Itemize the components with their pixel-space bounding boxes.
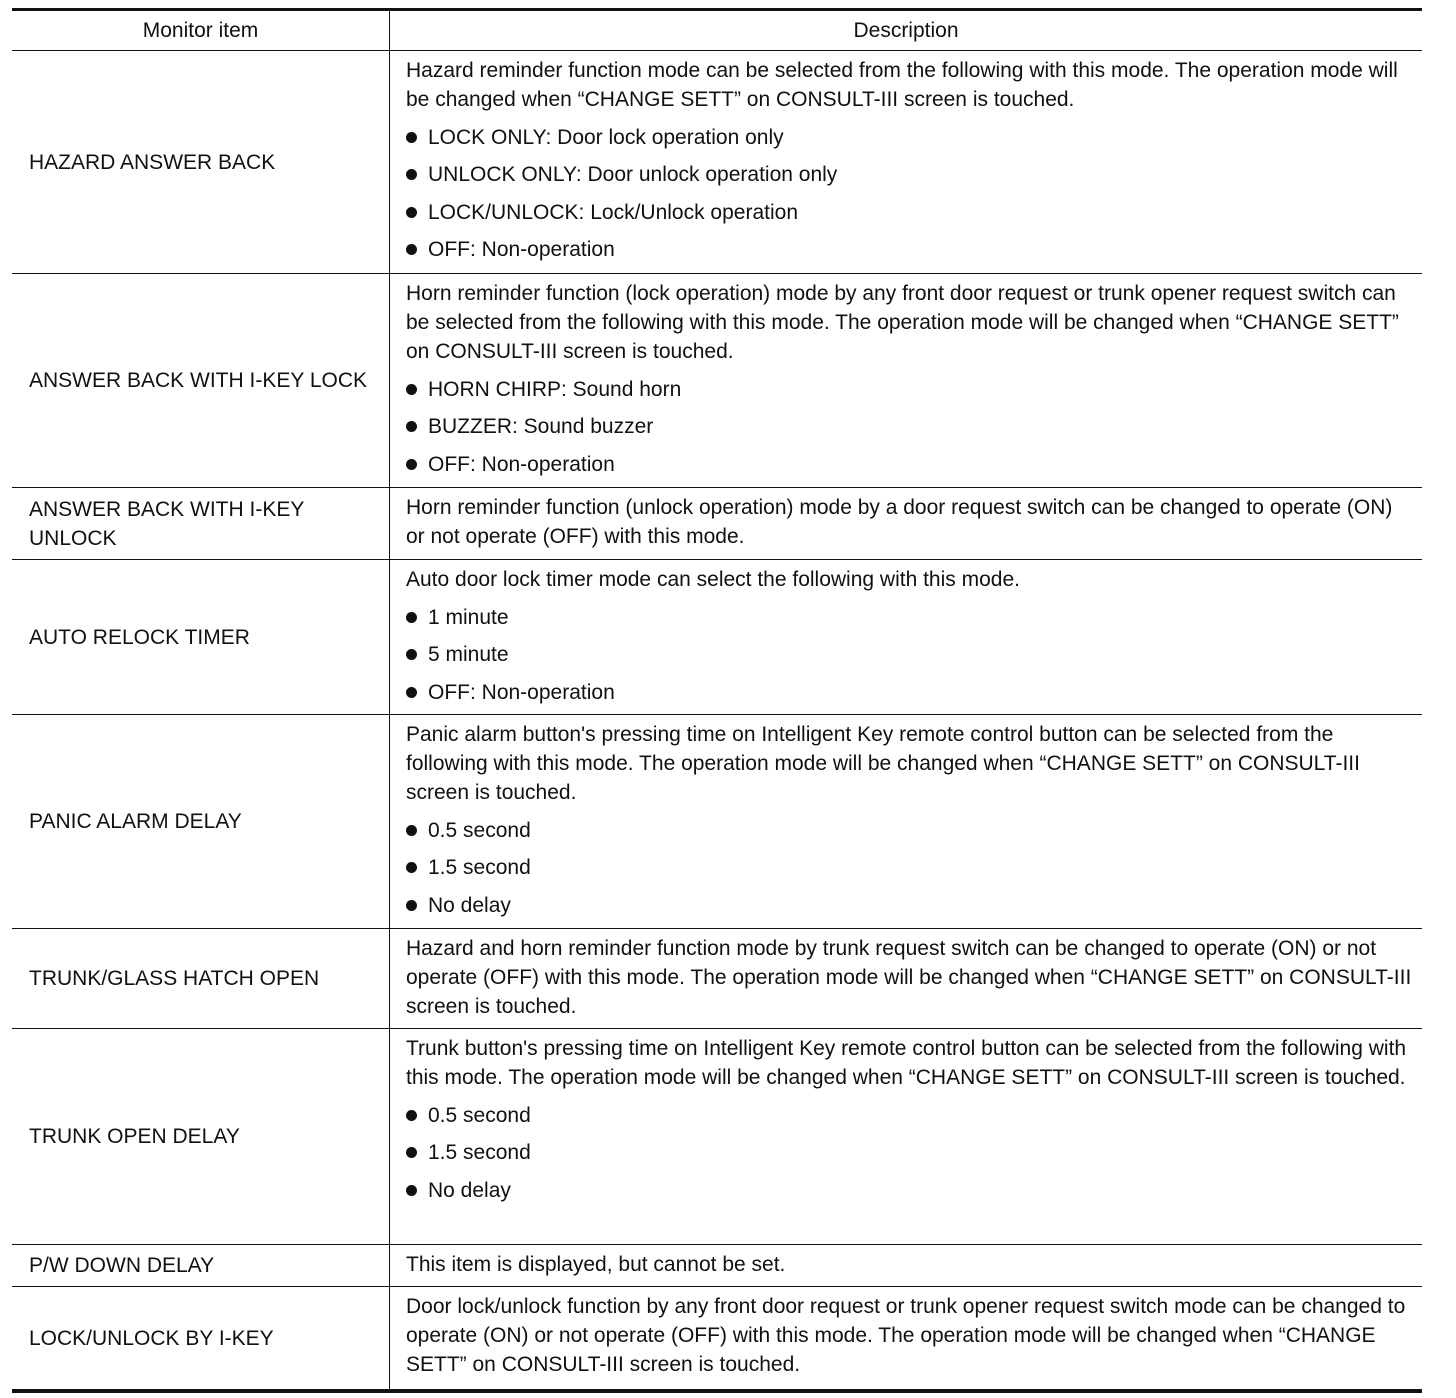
monitor-item-cell: P/W DOWN DELAY <box>12 1245 390 1286</box>
option-list <box>406 375 1416 479</box>
monitor-item-cell: HAZARD ANSWER BACK <box>12 51 390 273</box>
option-text: UNLOCK ONLY: Door unlock operation only <box>428 163 838 186</box>
option-item <box>406 412 1416 441</box>
description-text: Panic alarm button's pressing time on Intelligent Key remote control button can be selected from the following with this mode. The operation mode will be changed when “CHANGE SETT” on CONSULT-III screen is touched. <box>406 723 1360 804</box>
table-row <box>12 715 1422 929</box>
option-list <box>406 1101 1416 1205</box>
monitor-table <box>12 8 1422 1393</box>
bottom-rule <box>12 1389 1422 1393</box>
option-item <box>406 123 1416 152</box>
option-text: No delay <box>428 893 511 917</box>
option-text: BUZZER: Sound buzzer <box>428 415 654 438</box>
option-item <box>406 640 1416 669</box>
bullet-icon <box>406 132 417 143</box>
description-cell <box>390 1287 1422 1389</box>
option-item <box>406 375 1416 404</box>
option-text: 1.5 second <box>428 856 531 879</box>
option-text: 1.5 second <box>428 1141 531 1164</box>
description-cell <box>390 1029 1422 1244</box>
table-row <box>12 51 1422 274</box>
description-text: Auto door lock timer mode can select the following with this mode. <box>406 568 1020 591</box>
description-text: Trunk button's pressing time on Intelligent Key remote control button can be selected from the following with this mode. The operation mode will be changed when “CHANGE SETT” on CONSULT-III screen is touched. <box>406 1037 1407 1089</box>
bullet-icon <box>406 649 417 660</box>
bullet-icon <box>406 900 417 911</box>
option-text: 0.5 second <box>428 1103 531 1127</box>
option-item <box>406 1176 1416 1205</box>
bullet-icon <box>406 1110 417 1121</box>
option-item <box>406 160 1416 189</box>
bullet-icon <box>406 169 417 180</box>
option-item <box>406 450 1416 479</box>
description-cell <box>390 929 1422 1028</box>
table-row <box>12 929 1422 1029</box>
option-text: No delay <box>428 1178 511 1202</box>
monitor-item-cell: AUTO RELOCK TIMER <box>12 560 390 714</box>
table-row <box>12 1245 1422 1287</box>
option-item <box>406 1101 1416 1130</box>
bullet-icon <box>406 825 417 836</box>
bullet-icon <box>406 244 417 255</box>
header-monitor-item: Monitor item <box>12 11 390 50</box>
option-text: OFF: Non-operation <box>428 238 615 261</box>
bullet-icon <box>406 207 417 218</box>
table-row <box>12 1287 1422 1389</box>
table-header <box>12 11 1422 51</box>
description-cell <box>390 1245 1422 1286</box>
option-text: LOCK ONLY: Door lock operation only <box>428 125 784 149</box>
option-text: OFF: Non-operation <box>428 452 615 476</box>
option-item <box>406 678 1416 707</box>
bullet-icon <box>406 1147 417 1158</box>
option-list <box>406 816 1416 920</box>
monitor-item-cell: TRUNK/GLASS HATCH OPEN <box>12 929 390 1028</box>
description-cell <box>390 715 1422 928</box>
description-cell <box>390 274 1422 487</box>
header-description: Description <box>853 19 959 42</box>
monitor-item-cell: LOCK/UNLOCK BY I-KEY <box>12 1287 390 1389</box>
option-item <box>406 816 1416 845</box>
option-text: OFF: Non-operation <box>428 680 615 704</box>
table-row <box>12 1029 1422 1245</box>
description-text: Door lock/unlock function by any front door request or trunk opener request switch mode can be changed to operate (ON) or not operate (OFF) with this mode. The operation mode will be changed when “CHANGE SETT” on CONSULT-III screen is touched. <box>406 1295 1406 1376</box>
option-text: 1 minute <box>428 605 509 629</box>
option-text: LOCK/UNLOCK: Lock/Unlock operation <box>428 200 798 224</box>
option-item <box>406 235 1416 264</box>
monitor-item-cell: PANIC ALARM DELAY <box>12 715 390 928</box>
table-row <box>12 274 1422 488</box>
option-list <box>406 123 1416 265</box>
description-cell <box>390 51 1422 273</box>
option-text: HORN CHIRP: Sound horn <box>428 377 682 401</box>
bullet-icon <box>406 687 417 698</box>
option-text: 0.5 second <box>428 818 531 842</box>
bullet-icon <box>406 1185 417 1196</box>
description-cell <box>390 560 1422 714</box>
bullet-icon <box>406 862 417 873</box>
option-item <box>406 198 1416 227</box>
option-item <box>406 1138 1416 1167</box>
description-text: Horn reminder function (unlock operation) mode by a door request switch can be changed to operate (ON) or not operate (OFF) with this mode. <box>406 496 1393 548</box>
option-item <box>406 603 1416 632</box>
bullet-icon <box>406 459 417 470</box>
monitor-item-cell: ANSWER BACK WITH I-KEY LOCK <box>12 274 390 487</box>
table-row <box>12 488 1422 560</box>
table-row <box>12 560 1422 715</box>
bullet-icon <box>406 421 417 432</box>
option-item <box>406 891 1416 920</box>
monitor-item-cell: TRUNK OPEN DELAY <box>12 1029 390 1244</box>
option-item <box>406 853 1416 882</box>
description-text: Hazard and horn reminder function mode by trunk request switch can be changed to operate (ON) or not operate (OFF) with this mode. The operation mode will be changed when “CHANGE SETT” on CONSULT-III screen is touched. <box>406 937 1412 1018</box>
description-text: Horn reminder function (lock operation) mode by any front door request or trunk opener request switch can be selected from the following with this mode. The operation mode will be changed when “CHANGE SETT” on CONSULT-III screen is touched. <box>406 282 1399 363</box>
description-text: Hazard reminder function mode can be selected from the following with this mode. The operation mode will be changed when “CHANGE SETT” on CONSULT-III screen is touched. <box>406 59 1398 111</box>
bullet-icon <box>406 384 417 395</box>
option-list <box>406 603 1416 707</box>
bullet-icon <box>406 612 417 623</box>
monitor-item-cell: ANSWER BACK WITH I-KEY UNLOCK <box>12 488 390 559</box>
table-body <box>12 51 1422 1389</box>
option-text: 5 minute <box>428 643 509 666</box>
description-cell <box>390 488 1422 559</box>
description-text: This item is displayed, but cannot be set. <box>406 1253 786 1276</box>
